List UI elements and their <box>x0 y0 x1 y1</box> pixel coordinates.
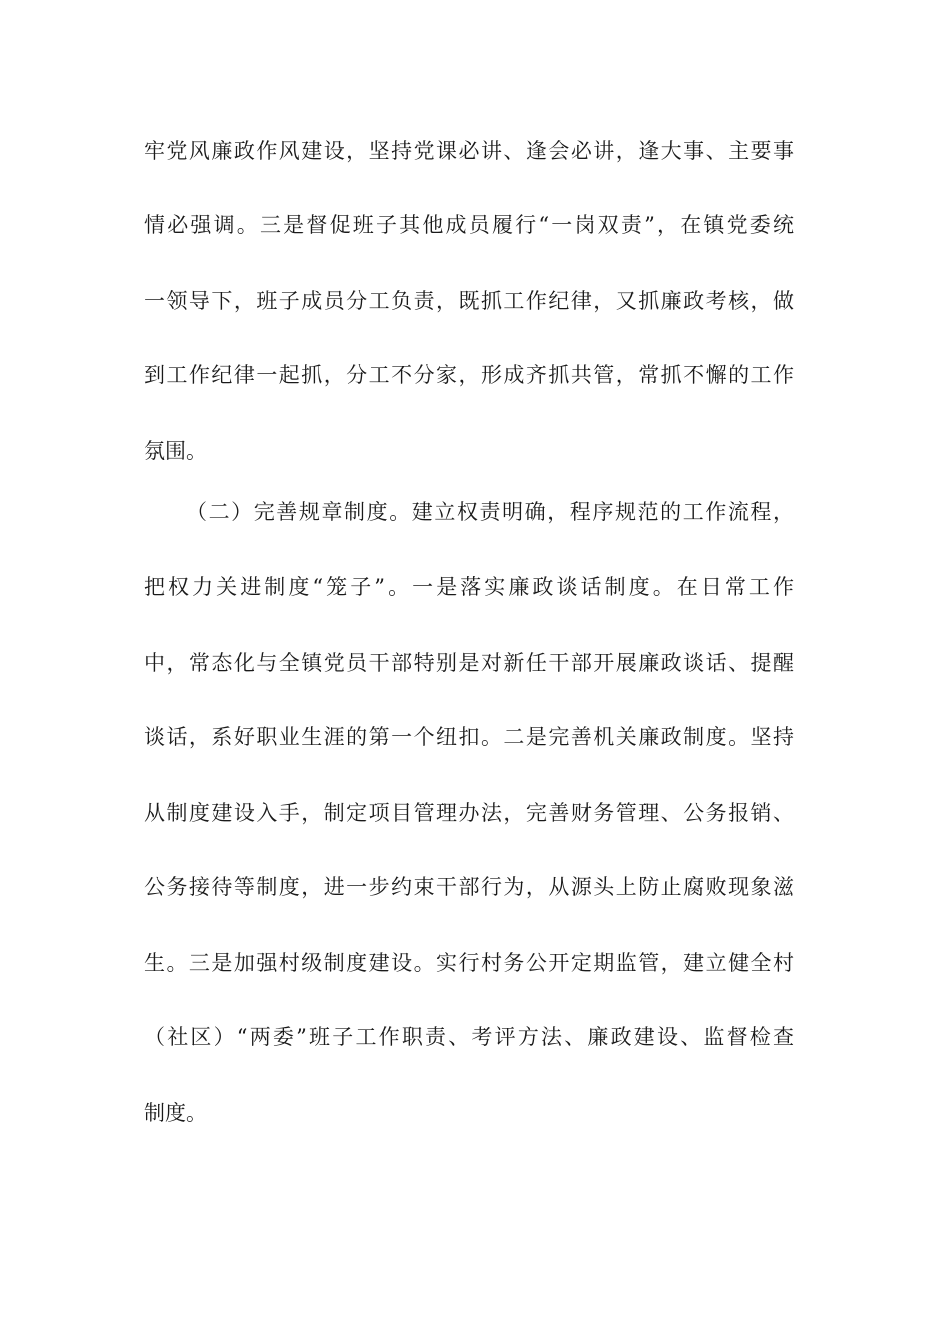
text-line: 牢党风廉政作风建设，坚持党课必讲、逢会必讲，逢大事、主要事 <box>144 139 794 163</box>
text-line: 公务接待等制度，进一步约束干部行为，从源头上防止腐败现象滋 <box>144 875 794 899</box>
text-line: 氛围。 <box>144 439 207 463</box>
text-line: 中，常态化与全镇党员干部特别是对新任干部开展廉政谈话、提醒 <box>144 651 794 675</box>
text-line: 生。三是加强村级制度建设。实行村务公开定期监管，建立健全村 <box>144 951 794 975</box>
paragraph-heading-line: （二）完善规章制度。建立权责明确，程序规范的工作流程， <box>186 500 794 524</box>
text-line: 把权力关进制度“笼子”。一是落实廉政谈话制度。在日常工作 <box>144 575 794 599</box>
text-line: 制度。 <box>144 1101 207 1125</box>
text-line: 到工作纪律一起抓，分工不分家，形成齐抓共管，常抓不懈的工作 <box>144 363 794 387</box>
text-line: 谈话，系好职业生涯的第一个纽扣。二是完善机关廉政制度。坚持 <box>144 725 794 749</box>
text-line: 从制度建设入手，制定项目管理办法，完善财务管理、公务报销、 <box>144 801 794 825</box>
text-line: 情必强调。三是督促班子其他成员履行“一岗双责”，在镇党委统 <box>144 213 794 237</box>
text-line: 一领导下，班子成员分工负责，既抓工作纪律，又抓廉政考核，做 <box>144 289 794 313</box>
text-line: （社区）“两委”班子工作职责、考评方法、廉政建设、监督检查 <box>144 1025 794 1049</box>
